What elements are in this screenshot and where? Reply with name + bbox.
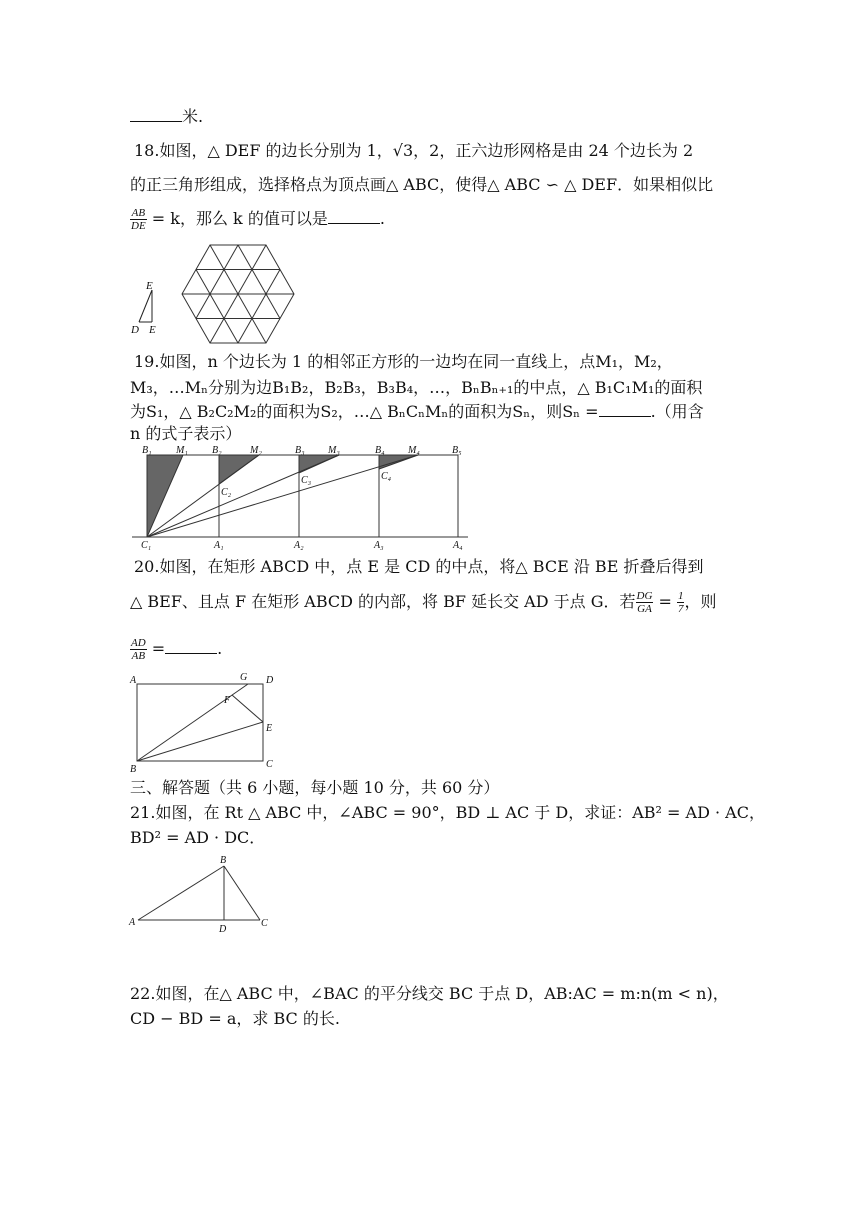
q19-line1: 19.如图，n 个边长为 1 的相邻正方形的一边均在同一直线上，点M₁，M₂， bbox=[134, 352, 673, 371]
label-c2: C₂ bbox=[221, 487, 232, 498]
q18-label-e-top: E bbox=[146, 280, 153, 292]
label-b4: B₄ bbox=[375, 445, 385, 456]
label-c-21: C bbox=[261, 918, 268, 929]
label-m1: M₁ bbox=[176, 445, 188, 456]
label-b: B bbox=[130, 764, 137, 775]
q20-dg-ga-fraction: $\frac{DG}{GA}$ bbox=[636, 590, 653, 615]
label-g: G bbox=[240, 672, 248, 683]
label-a-21: A bbox=[129, 917, 136, 928]
label-c4: C₄ bbox=[381, 471, 392, 482]
unit-text: 米. bbox=[182, 107, 204, 126]
q18-label-d: D bbox=[131, 324, 139, 336]
q18-ratio-text: = k，那么 k 的值可以是 bbox=[151, 209, 328, 228]
label-b5: B₅ bbox=[452, 445, 462, 456]
label-b2: B₂ bbox=[212, 445, 222, 456]
label-b1: B₁ bbox=[142, 445, 152, 456]
label-c1: C₁ bbox=[141, 540, 152, 551]
q21-triangle-figure bbox=[128, 855, 268, 935]
q20-ad-ab-fraction: $\frac{AD}{AB}$ bbox=[131, 637, 146, 662]
label-d: D bbox=[266, 675, 274, 686]
q20-answer-blank bbox=[165, 639, 217, 654]
label-m3: M₃ bbox=[328, 445, 340, 456]
label-f: F bbox=[224, 695, 231, 706]
q18-line2: 的正三角形组成，选择格点为顶点画△ ABC，使得△ ABC ∽ △ DEF．如果相似比 bbox=[130, 175, 714, 194]
q20-rectangle-figure bbox=[129, 672, 274, 775]
label-d-21: D bbox=[219, 924, 227, 935]
q18-label-e-bottom: E bbox=[149, 324, 156, 336]
q20-line2: △ BEF、且点 F 在矩形 ABCD 的内部，将 BF 延长交 AD 于点 G．若 $\frac{DG}{GA}$ = $\frac{1}{7}$ ，则 bbox=[130, 590, 717, 615]
label-c: C bbox=[266, 759, 273, 770]
q19-line3: 为S₁，△ B₂C₂M₂的面积为S₂，…△ BₙCₙMₙ的面积为Sₙ，则Sₙ = .（用含 bbox=[130, 402, 704, 421]
q19-line2: M₃，…Mₙ分别为边B₁B₂，B₂B₃，B₃B₄，…，BₙBₙ₊₁的中点，△ B₁C₁M₁的面积 bbox=[130, 378, 703, 397]
q19-squares-figure bbox=[132, 445, 468, 551]
q20-line1: 20.如图，在矩形 ABCD 中，点 E 是 CD 的中点，将△ BCE 沿 BE 折叠后得到 bbox=[134, 557, 704, 576]
label-b3: B₃ bbox=[295, 445, 305, 456]
q22-line1: 22.如图，在△ ABC 中，∠BAC 的平分线交 BC 于点 D，AB:AC = m:n(m < n)， bbox=[130, 984, 729, 1003]
label-a1: A₁ bbox=[214, 540, 224, 551]
q18-line3: $\frac{AB}{DE}$ = k，那么 k 的值可以是 . bbox=[131, 207, 385, 232]
q21-line1: 21.如图，在 Rt △ ABC 中，∠ABC = 90°，BD ⊥ AC 于 D，求证：AB² = AD · AC， bbox=[130, 803, 765, 822]
q19-line4: n 的式子表示） bbox=[130, 424, 242, 443]
q18-ratio-fraction: $\frac{AB}{DE}$ bbox=[131, 207, 146, 232]
label-a2: A₂ bbox=[294, 540, 304, 551]
q18-triangle-def bbox=[130, 280, 156, 336]
q18-line1: 18.如图，△ DEF 的边长分别为 1，√3，2，正六边形网格是由 24 个边长为 2 bbox=[134, 141, 694, 160]
label-a: A bbox=[130, 675, 137, 686]
label-a3: A₃ bbox=[374, 540, 384, 551]
label-m2: M₂ bbox=[250, 445, 262, 456]
label-c3: C₃ bbox=[301, 475, 312, 486]
label-m4: M₄ bbox=[408, 445, 420, 456]
label-e: E bbox=[266, 723, 273, 734]
q18-hexagon-grid bbox=[182, 245, 294, 343]
q19-answer-blank bbox=[599, 402, 651, 417]
q22-line2: CD − BD = a，求 BC 的长. bbox=[130, 1009, 340, 1028]
q20-line3: $\frac{AD}{AB}$ = . bbox=[131, 637, 223, 662]
label-b-21: B bbox=[220, 855, 227, 866]
q21-line2: BD² = AD · DC． bbox=[130, 828, 266, 847]
section-title: 三、解答题（共 6 小题，每小题 10 分，共 60 分） bbox=[130, 778, 500, 797]
label-a4: A₄ bbox=[453, 540, 463, 551]
q20-one-seventh-fraction: $\frac{1}{7}$ bbox=[677, 590, 684, 615]
